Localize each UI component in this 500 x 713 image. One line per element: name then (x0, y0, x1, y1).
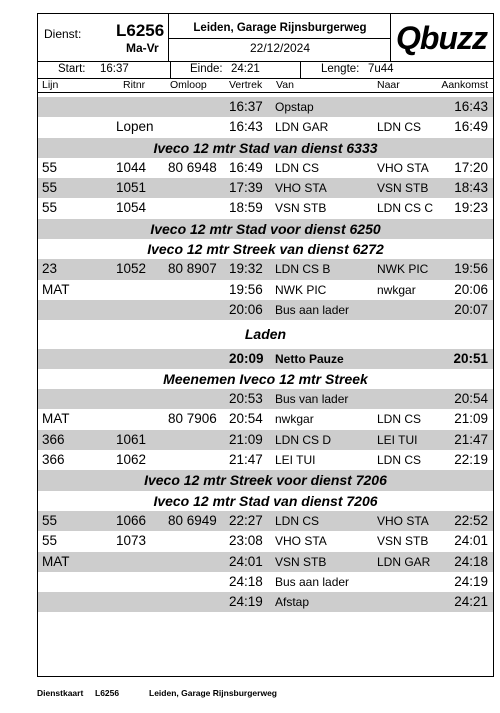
cell-vertrek: 23:08 (229, 533, 263, 549)
cell-aankomst: 24:01 (454, 533, 488, 549)
section-title: Iveco 12 mtr Stad van dienst 7206 (153, 492, 378, 509)
cell-aankomst: 17:20 (454, 159, 488, 175)
cell-vertrek: 21:09 (229, 431, 263, 447)
cell-omloop: 80 6949 (168, 512, 217, 528)
cell-vertrek: 19:32 (229, 261, 263, 277)
cell-ritnr: 1066 (116, 512, 147, 528)
cell-van: LDN GAR (275, 120, 329, 135)
cell-aankomst: 21:47 (454, 431, 488, 447)
cell-ritnr: 1062 (116, 452, 147, 468)
section-title-row (38, 470, 493, 490)
cell-vertrek: 16:43 (229, 119, 263, 135)
cell-vertrek: 20:09 (229, 350, 264, 366)
dienst-label: Dienst: (44, 27, 82, 41)
cell-vertrek: 20:54 (229, 411, 263, 427)
service-date: 22/12/2024 (249, 41, 311, 55)
footer-location: Leiden, Garage Rijnsburgerweg (149, 688, 278, 698)
col-aankomst: Aankomst (441, 79, 488, 91)
cell-omloop: 80 7906 (168, 411, 217, 427)
cell-van: Opstap (275, 100, 314, 114)
footer-code: L6256 (95, 688, 120, 698)
cell-vertrek: 19:56 (229, 281, 263, 297)
trip-row (38, 259, 493, 279)
cell-aankomst: 24:21 (454, 594, 488, 610)
cell-omloop: 80 6948 (168, 159, 217, 175)
cell-aankomst: 20:06 (454, 281, 488, 297)
cell-naar: LEI TUI (377, 432, 418, 447)
cell-vertrek: 24:01 (229, 553, 263, 569)
cell-aankomst: 24:19 (454, 573, 488, 589)
cell-van: LDN CS B (275, 262, 331, 277)
trip-row (38, 389, 493, 409)
trip-row (38, 572, 493, 592)
cell-naar: VSN STB (377, 534, 429, 549)
garage-location: Leiden, Garage Rijnsburgerweg (193, 22, 367, 34)
cell-lijn: MAT (42, 553, 70, 569)
info-divider (170, 61, 171, 78)
section-title-row (38, 369, 493, 389)
cell-van: LDN CS D (275, 432, 332, 447)
section-title: Meenemen Iveco 12 mtr Streek (163, 370, 368, 387)
cell-van: LEI TUI (275, 453, 316, 468)
cell-aankomst: 19:23 (454, 200, 488, 216)
cell-van: VHO STA (275, 534, 327, 549)
cell-van: VSN STB (275, 554, 327, 569)
trip-row (38, 511, 493, 531)
cell-vertrek: 22:27 (229, 512, 263, 528)
col-van: Van (276, 79, 294, 91)
cell-naar: LDN CS C (377, 201, 434, 216)
cell-vertrek: 24:19 (229, 594, 263, 610)
cell-naar: nwkgar (377, 282, 416, 297)
shift-info-bar (38, 61, 493, 79)
cell-aankomst: 22:19 (454, 452, 488, 468)
cell-van: Bus aan lader (275, 302, 350, 317)
col-lijn: Lijn (42, 79, 59, 91)
section-title-row (38, 324, 493, 344)
cell-aankomst: 20:54 (454, 391, 488, 407)
cell-vertrek: 24:18 (229, 573, 263, 589)
lengte-label: Lengte: (321, 63, 360, 75)
cell-vertrek: 20:06 (229, 301, 263, 317)
trip-row (38, 430, 493, 450)
info-divider (300, 61, 301, 78)
trip-row (38, 178, 493, 198)
cell-van: LDN CS (275, 160, 320, 175)
header-divider (169, 38, 390, 39)
trip-row (38, 531, 493, 551)
trip-row (38, 97, 493, 117)
cell-naar: LDN CS (377, 120, 422, 135)
einde-value: 24:21 (231, 63, 260, 75)
qbuzz-logo: Qbuzz (396, 20, 487, 56)
section-title-row (38, 239, 493, 259)
cell-vertrek: 21:47 (229, 452, 263, 468)
cell-vertrek: 17:39 (229, 180, 263, 196)
col-ritnr: Ritnr (123, 79, 146, 91)
cell-lijn: 55 (42, 533, 58, 549)
cell-van: Netto Pauze (275, 351, 344, 366)
section-title: Laden (244, 326, 287, 343)
col-omloop: Omloop (170, 79, 207, 91)
section-title: Iveco 12 mtr Streek voor dienst 7206 (144, 472, 387, 489)
cell-ritnr: 1061 (116, 431, 147, 447)
cell-van: Bus aan lader (275, 574, 350, 589)
cell-naar: VHO STA (377, 160, 429, 175)
dienstkaart-sheet (37, 13, 494, 677)
cell-ritnr: 1052 (116, 261, 147, 277)
cell-naar: VHO STA (377, 513, 429, 528)
cell-lijn: 55 (42, 180, 58, 196)
cell-van: NWK PIC (275, 282, 327, 297)
section-title-row (38, 219, 493, 239)
cell-lijn: 23 (42, 261, 58, 277)
cell-aankomst: 24:18 (454, 553, 488, 569)
start-value: 16:37 (100, 63, 129, 75)
cell-vertrek: 18:59 (229, 200, 263, 216)
trip-row (38, 198, 493, 218)
cell-aankomst: 16:43 (454, 99, 488, 114)
trip-row (38, 280, 493, 300)
cell-aankomst: 20:51 (453, 350, 488, 366)
cell-naar: LDN GAR (377, 554, 431, 569)
cell-van: Afstap (275, 595, 310, 610)
cell-omloop: 80 8907 (168, 261, 217, 277)
cell-lijn: 55 (42, 200, 58, 216)
lengte-value: 7u44 (368, 63, 394, 75)
cell-naar: VSN STB (377, 181, 429, 196)
cell-lijn: MAT (42, 411, 70, 427)
cell-ritnr: 1073 (116, 533, 147, 549)
cell-lijn: 55 (42, 512, 58, 528)
trip-row (38, 300, 493, 320)
cell-naar: NWK PIC (377, 262, 429, 277)
cell-lijn: MAT (42, 281, 70, 297)
section-title-row (38, 138, 493, 158)
cell-aankomst: 18:43 (454, 180, 488, 196)
col-naar: Naar (377, 79, 400, 91)
cell-van: nwkgar (275, 412, 314, 427)
dienst-code: L6256 (116, 21, 165, 40)
section-title: Iveco 12 mtr Stad van dienst 6333 (153, 139, 378, 156)
cell-naar: LDN CS (377, 412, 422, 427)
dienst-days: Ma-Vr (126, 41, 159, 55)
cell-ritnr: 1044 (116, 159, 147, 175)
trip-row (38, 409, 493, 429)
cell-vertrek: 16:49 (229, 159, 263, 175)
cell-aankomst: 20:07 (454, 301, 488, 317)
trip-row (38, 552, 493, 572)
footer-label: Dienstkaart (37, 688, 84, 698)
section-title-row (38, 491, 493, 511)
header (38, 14, 493, 62)
cell-van: VHO STA (275, 181, 327, 196)
cell-aankomst: 19:56 (454, 261, 488, 277)
col-vertrek: Vertrek (229, 79, 263, 91)
start-label: Start: (58, 63, 86, 75)
cell-lijn: 366 (42, 452, 65, 468)
cell-vertrek: 20:53 (229, 391, 263, 407)
section-title: Iveco 12 mtr Streek van dienst 6272 (147, 241, 384, 258)
cell-naar: LDN CS (377, 453, 422, 468)
cell-aankomst: 16:49 (454, 119, 488, 135)
trip-row (38, 349, 493, 369)
section-title: Iveco 12 mtr Stad voor dienst 6250 (150, 220, 381, 237)
column-headers (38, 79, 493, 93)
cell-van: LDN CS (275, 513, 320, 528)
cell-aankomst: 21:09 (454, 411, 488, 427)
einde-label: Einde: (190, 63, 223, 75)
cell-ritnr: Lopen (116, 119, 154, 135)
cell-vertrek: 16:37 (229, 99, 263, 114)
trip-table (38, 97, 493, 612)
cell-aankomst: 22:52 (454, 512, 488, 528)
cell-van: Bus van lader (275, 392, 349, 407)
trip-row (38, 158, 493, 178)
trip-row (38, 450, 493, 470)
cell-van: VSN STB (275, 201, 327, 216)
cell-ritnr: 1054 (116, 200, 147, 216)
cell-lijn: 366 (42, 431, 65, 447)
cell-lijn: 55 (42, 159, 58, 175)
trip-row (38, 117, 493, 137)
cell-ritnr: 1051 (116, 180, 147, 196)
trip-row (38, 592, 493, 612)
